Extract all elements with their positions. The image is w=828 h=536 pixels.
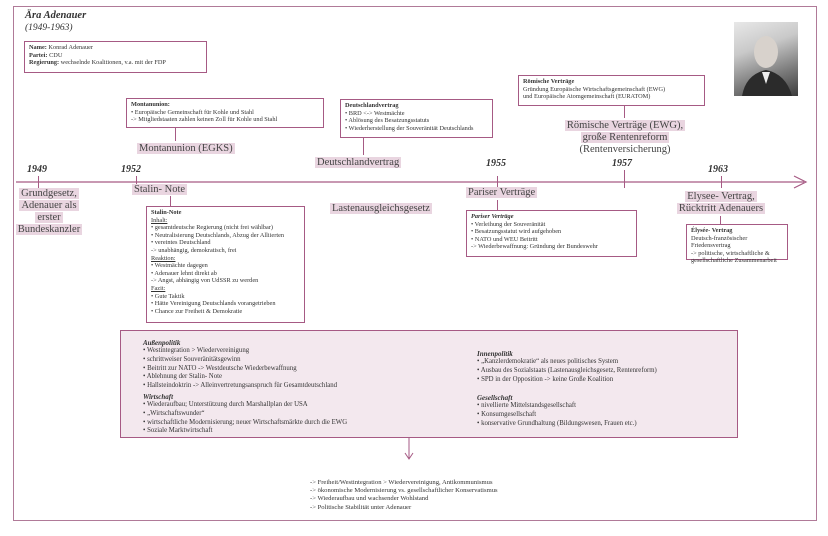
page-title: Ära Adenauer: [25, 10, 87, 21]
stalin-note-box: Stalin-Note Inhalt: • gesamtdeutsche Regierung (nicht frei wählbar) • Neutralisierung Deutschlands, Abzug der Alliierten • vereintes Deutschland -> unabhängig, demokratisch, frei Reaktion: • Westmächte dagegen • Adenauer lehnt direkt ab -> Angst, abhängig von UdSSR zu werden Fazit: • Gute Taktik • Hätte Vereinigung Deutschlands vorangetrieben • Chance zur Freiheit & Demokratie: [146, 206, 305, 323]
connector: [363, 138, 364, 155]
year-1949: 1949: [27, 164, 47, 175]
conclusion-list: -> Freiheit/Westintegration > Wiedervereinigung, Antikommunismus -> ökonomische Modernisierung vs. gesellschaftlicher Konservatismus -> Wiederaufbau und wachsender Wohlstand -> Politische Stabilität unter Adenauer: [310, 479, 498, 511]
connector: [497, 200, 498, 210]
connector: [175, 128, 176, 141]
roemische-vertraege-box: Römische Verträge Gründung Europäische Wirtschaftsgemeinschaft (EWG) und Europäische Atomgemeinschaft (EURATOM): [518, 75, 705, 106]
arrow-down-icon: [404, 438, 414, 462]
event-deutschlandvertrag: Deutschlandvertrag: [317, 157, 400, 168]
elysee-vertrag-box: Élysée- Vertrag Deutsch-französischer Friedensvertrag -> politische, wirtschaftliche & gesellschaftliche Zusammenarbeit: [686, 224, 788, 260]
innenpolitik-section: Innenpolitik • „Kanzlerdemokratie“ als neues politisches System • Ausbau des Sozialstaats (Lastenausgleichsgesetz, Rentenreform) • SPD in der Opposition -> keine Große Koalition: [477, 350, 657, 383]
event-grundgesetz: Grundgesetz, Adenauer als erster Bundeskanzler: [17, 188, 81, 235]
connector: [624, 106, 625, 118]
gesellschaft-section: Gesellschaft • nivellierte Mittelstandsgesellschaft • Konsumgesellschaft • konservative Grundhaltung (Bildungswesen, Frauen etc.): [477, 394, 637, 427]
year-1955: 1955: [486, 158, 506, 169]
year-1952: 1952: [121, 164, 141, 175]
connector: [170, 196, 171, 206]
event-roemische-vertraege: Römische Verträge (EWG), große Rentenreform (Rentenversicherung): [566, 120, 684, 155]
page-years: (1949-1963): [25, 23, 73, 33]
montanunion-box: Montanunion: • Europäische Gemeinschaft für Kohle und Stahl -> Mitgliedstaaten zahlen keinen Zoll für Kohle und Stahl: [126, 98, 324, 128]
event-pariser-vertraege: Pariser Verträge: [468, 187, 536, 198]
event-elysee-vertrag: Elysee- Vertrag, Rücktritt Adenauers: [678, 191, 764, 214]
adenauer-portrait: [734, 22, 798, 96]
year-1957: 1957: [612, 158, 632, 169]
wirtschaft-section: Wirtschaft • Wiederaufbau; Unterstützung durch Marshallplan der USA • „Wirtschaftswunder“ • wirtschaftliche Modernisierung; neuer Wirtschaftsmärkte durch die EWG • Soziale Marktwirtschaft: [143, 393, 348, 435]
event-lastenausgleichsgesetz: Lastenausgleichsgesetz: [332, 203, 430, 214]
pariser-vertraege-box: Pariser Verträge • Verleihung der Souveränität • Besatzungsstatut wird aufgehoben • NATO und WEU Beitritt -> Wiederbewaffnung: Gründung der Bundeswehr: [466, 210, 637, 257]
year-1963: 1963: [708, 164, 728, 175]
info-box: Name: Konrad Adenauer Partei: CDU Regierung: wechselnde Koalitionen, v.a. mit der FDP: [24, 41, 207, 73]
deutschlandvertrag-box: Deutschlandvertrag • BRD <-> Westmächte • Ablösung des Besatzungsstatuts • Wiederherstellung der Souveränität Deutschlands: [340, 99, 493, 138]
aussenpolitik-section: Außenpolitik • Westintegration > Wiedervereinigung • schrittweiser Souveränitätsgewinn • Beitritt zur NATO -> Westdeutsche Wiederbewaffnung • Ablehnung der Stalin- Note • Hallsteindoktrin -> Alleinvertretungsanspruch für Gesamtdeutschland: [143, 339, 338, 390]
connector: [720, 216, 721, 224]
event-montanunion: Montanunion (EGKS): [139, 143, 233, 154]
tick-1957: [624, 170, 625, 188]
summary-box: [120, 330, 738, 438]
tick-1949: [38, 176, 39, 188]
tick-1963: [721, 176, 722, 188]
event-stalin-note: Stalin- Note: [134, 184, 186, 195]
